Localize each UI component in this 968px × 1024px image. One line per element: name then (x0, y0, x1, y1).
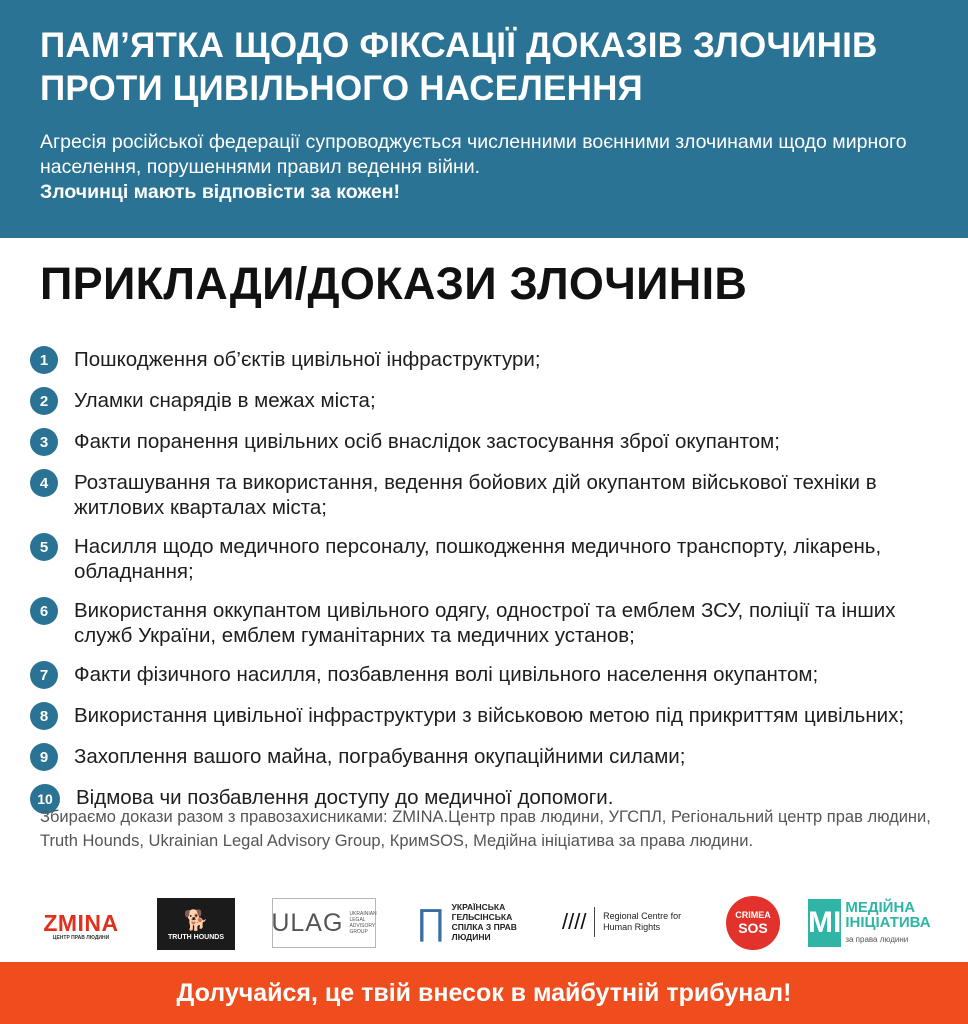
media-initiative-sub: за права людини (845, 934, 909, 944)
rchr-mark-icon: //// (562, 909, 587, 934)
rchr-logo-name: Regional Centre for Human Rights (603, 911, 682, 932)
list-item (30, 696, 950, 730)
crimea-sos-logo (726, 896, 780, 950)
partner-logos (30, 888, 950, 956)
number-badge: 8 (30, 702, 58, 730)
uhu-logo-name: УКРАЇНСЬКА ГЕЛЬСІНСЬКА СПІЛКА З ПРАВ ЛЮДИНИ (451, 902, 517, 942)
footer-banner: Долучайся, це твій внесок в майбутній трибунал! (0, 962, 968, 1024)
list-item (30, 463, 950, 520)
rchr-logo (562, 902, 692, 942)
list-item (30, 422, 950, 456)
list-item-text: Використання цивільної інфраструктури з військовою метою під прикриттям цивільних; (74, 704, 905, 727)
list-item (30, 737, 950, 771)
zmina-logo (38, 906, 124, 946)
truth-hounds-logo (157, 898, 235, 950)
list-item-text: Пошкодження об’єктів цивільної інфраструктури; (74, 348, 541, 371)
number-badge: 4 (30, 469, 58, 497)
partners-text: Збираємо докази разом з правозахисниками: ZMINA.Центр прав людини, УГСПЛ, Регіональний центр прав людини, Truth Hounds, Ukrainian Legal Advisory Group, КримSOS, Медійна ініціатива за права людини. (40, 808, 931, 850)
page-title: ПАМ’ЯТКА ЩОДО ФІКСАЦІЇ ДОКАЗІВ ЗЛОЧИНІВ ПРОТИ ЦИВІЛЬНОГО НАСЕЛЕННЯ (40, 26, 878, 108)
header-banner (0, 0, 968, 238)
number-badge: 10 (30, 784, 60, 814)
zmina-logo-name: ZMINA (43, 910, 119, 936)
list-item-text: Факти фізичного насилля, позбавлення волі цивільного населення окупантом; (74, 663, 819, 686)
number-badge: 3 (30, 428, 58, 456)
list-item (30, 591, 950, 648)
crimea-sos-top: CRIMEA (735, 910, 771, 920)
number-badge: 1 (30, 346, 58, 374)
list-item (30, 381, 950, 415)
number-badge: 2 (30, 387, 58, 415)
list-item-text: Факти поранення цивільних осіб внаслідок застосування зброї окупантом; (74, 430, 780, 453)
number-badge: 5 (30, 533, 58, 561)
list-item-text: Використання оккупантом цивільного одягу, однострої та емблем ЗСУ, поліції та інших служб України, емблем гуманітарних та медичних установ; (74, 599, 896, 647)
ulag-logo-name: ULAG (271, 908, 344, 937)
hounds-icon: 🐕 (183, 909, 209, 932)
truth-hounds-logo-name: TRUTH HOUNDS (168, 933, 224, 941)
rchr-divider (594, 907, 595, 937)
list-item-text: Відмова чи позбавлення доступу до медичної допомоги. (76, 786, 614, 809)
list-item (30, 527, 950, 584)
media-initiative-name: МЕДІЙНА ІНІЦІАТИВА (845, 898, 931, 931)
list-item (30, 340, 950, 374)
ulag-logo (272, 898, 376, 948)
list-item-text: Захоплення вашого майна, пограбування окупаційними силами; (74, 745, 686, 768)
ulag-logo-sub: UKRAINIAN LEGAL ADVISORY GROUP (349, 911, 377, 935)
number-badge: 6 (30, 597, 58, 625)
crimea-sos-bottom: SOS (738, 920, 768, 936)
list-item-text: Уламки снарядів в межах міста; (74, 389, 376, 412)
number-badge: 7 (30, 661, 58, 689)
list-item-text: Насилля щодо медичного персоналу, пошкодження медичного транспорту, лікарень, обладнання; (74, 535, 882, 583)
media-initiative-mark: MI (808, 899, 841, 947)
intro-text: Агресія російської федерації супроводжується численними воєнними злочинами щодо мирного населення, порушеннями правил ведення війни. (40, 131, 907, 178)
zmina-logo-sub: ЦЕНТР ПРАВ ЛЮДИНИ (52, 935, 110, 941)
section-title: ПРИКЛАДИ/ДОКАЗИ ЗЛОЧИНІВ (40, 258, 748, 309)
uhu-logo (416, 894, 536, 950)
intro-bold-text: Злочинці мають відповісти за кожен! (40, 181, 401, 203)
uhu-mark-icon: ∏ (416, 901, 446, 942)
media-initiative-logo (808, 896, 942, 950)
number-badge: 9 (30, 743, 58, 771)
list-item-text: Розташування та використання, ведення бойових дій окупантом військової техніки в житлових кварталах міста; (74, 471, 877, 519)
list-item (30, 655, 950, 689)
evidence-list (30, 340, 950, 821)
